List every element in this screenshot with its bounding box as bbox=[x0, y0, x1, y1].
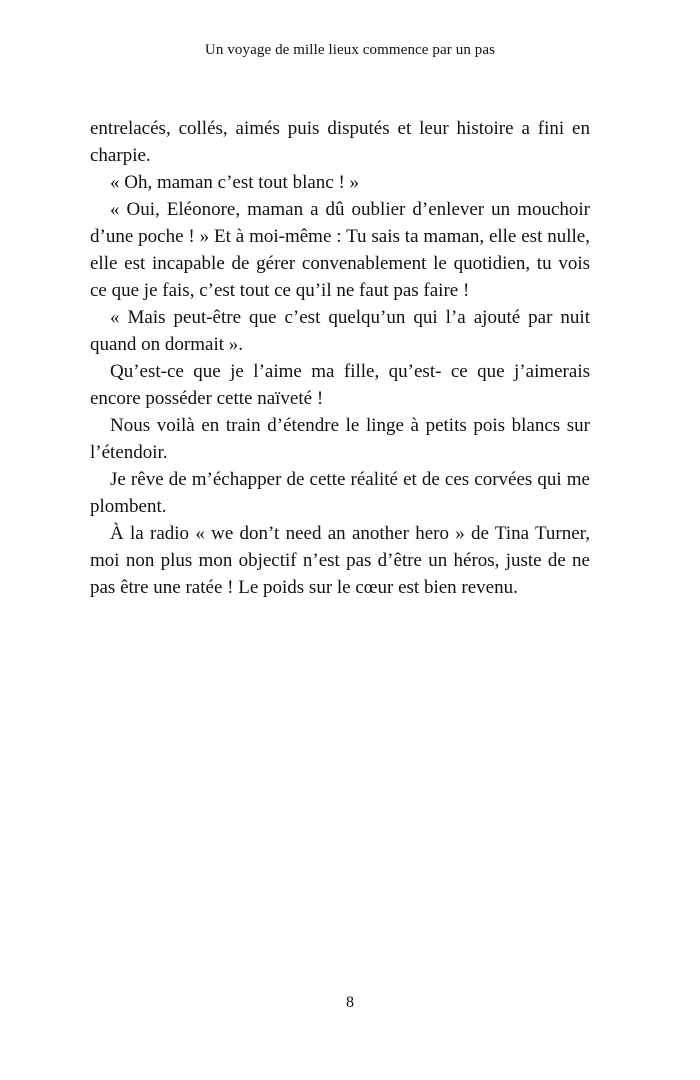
paragraph-narration: Qu’est-ce que je l’aime ma fille, qu’est- ce que j’aimerais encore posséder cette naïveté ! bbox=[90, 361, 590, 409]
paragraph-continuation: entrelacés, collés, aimés puis disputés et leur histoire a fini en charpie. bbox=[90, 118, 590, 166]
paragraph-narration: Je rêve de m’échapper de cette réalité et de ces corvées qui me plombent. bbox=[90, 469, 590, 517]
paragraph-dialogue-daughter: « Oh, maman c’est tout blanc ! » bbox=[110, 172, 360, 193]
paragraph-dialogue-mother: « Oui, Eléonore, maman a dû oublier d’enlever un mouchoir d’une poche ! » Et à moi-même : Tu sais ta maman, elle est nulle, elle est incapable de gérer convenablement le quotidien, tu vois ce que je fais, c’est tout ce qu’il ne faut pas faire ! bbox=[90, 199, 590, 301]
body-text bbox=[90, 115, 590, 601]
paragraph-narration: Nous voilà en train d’étendre le linge à petits pois blancs sur l’étendoir. bbox=[90, 415, 590, 463]
paragraph-narration: À la radio « we don’t need an another hero » de Tina Turner, moi non plus mon objectif n’est pas d’être un héros, juste de ne pas être une ratée ! Le poids sur le cœur est bien revenu. bbox=[90, 523, 590, 598]
paragraph-dialogue-daughter-2: « Mais peut-être que c’est quelqu’un qui l’a ajouté par nuit quand on dormait ». bbox=[90, 307, 590, 355]
page-number: 8 bbox=[346, 994, 354, 1011]
running-header: Un voyage de mille lieux commence par un pas bbox=[204, 42, 496, 58]
